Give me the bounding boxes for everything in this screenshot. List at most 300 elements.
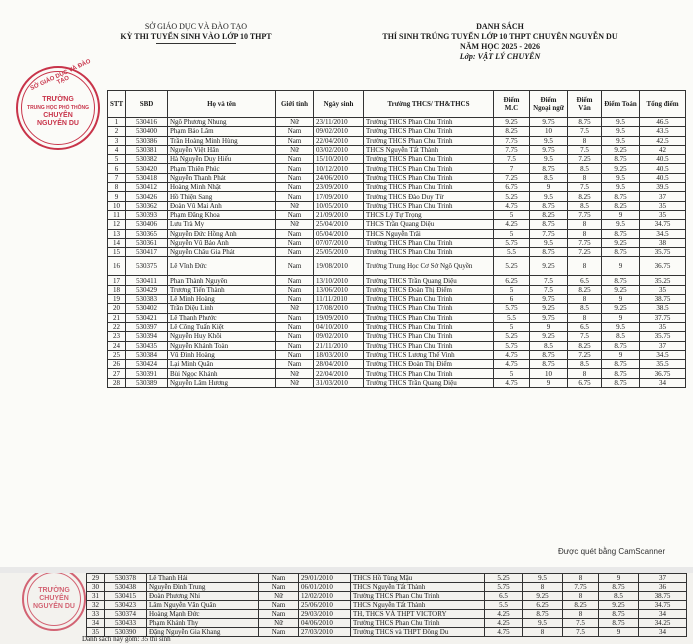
table-cell: 7.5	[568, 127, 602, 136]
column-header: Ngày sinh	[314, 91, 364, 118]
table-cell: 530393	[126, 210, 168, 219]
table-cell: 15	[108, 248, 126, 257]
table-cell: Nam	[276, 155, 314, 164]
table-cell: 5.5	[485, 601, 523, 610]
table-row	[108, 155, 686, 164]
table-cell: 7.75	[494, 145, 530, 154]
table-cell: 07/07/2010	[314, 238, 364, 247]
table-row	[108, 341, 686, 350]
table-cell: Trường THCS Phan Chu Trinh	[364, 248, 494, 257]
table-cell: 9.5	[523, 619, 563, 628]
table-cell: 15/10/2010	[314, 155, 364, 164]
table-cell: 23	[108, 332, 126, 341]
table-cell: 7.25	[568, 155, 602, 164]
table-cell: 29	[87, 574, 105, 583]
table-row	[108, 257, 686, 276]
table-cell: Lê Minh Hoàng	[168, 295, 276, 304]
table-cell: Vũ Đình Hoàng	[168, 350, 276, 359]
table-cell: Trường THCS Trần Quang Diệu	[364, 276, 494, 285]
table-cell: 9	[599, 574, 639, 583]
table-cell: Phạm Đăng Khoa	[168, 210, 276, 219]
table-cell: Nữ	[276, 118, 314, 127]
table-cell: 31	[87, 592, 105, 601]
table-cell: 8.75	[602, 248, 640, 257]
table-cell: 4.75	[494, 360, 530, 369]
table-cell: Trường THCS Đoàn Thị Điểm	[364, 360, 494, 369]
table-cell: 8.75	[530, 164, 568, 173]
table-cell: 22	[108, 322, 126, 331]
table-cell: 27	[108, 369, 126, 378]
table-cell: Nguyễn Đình Trung	[147, 583, 259, 592]
table-cell: 530417	[126, 248, 168, 257]
table-cell: Trường THCS Trần Quang Diệu	[364, 378, 494, 387]
table-cell: 19	[108, 295, 126, 304]
table-cell: 8.5	[599, 592, 639, 601]
table-cell: 9.25	[494, 118, 530, 127]
table-cell: 5	[494, 210, 530, 219]
table-cell: 530361	[126, 238, 168, 247]
table-cell: 4.25	[485, 610, 523, 619]
table-cell: 1	[108, 118, 126, 127]
table-cell: THCS Nguyễn Tất Thành	[351, 583, 485, 592]
table-cell: Nam	[276, 210, 314, 219]
table-cell: 530381	[126, 145, 168, 154]
scanner-note: Được quét bằng CamScanner	[558, 547, 666, 556]
table-cell: 8	[568, 257, 602, 276]
table-cell: THCS Trần Quang Diệu	[364, 220, 494, 229]
table-cell: 5	[494, 285, 530, 294]
table-cell: 40.5	[640, 155, 686, 164]
table-cell: 530386	[126, 136, 168, 145]
table-cell: 8.75	[602, 155, 640, 164]
table-cell: 4.75	[494, 350, 530, 359]
table-cell: 04/06/2010	[299, 619, 351, 628]
table-cell: Nam	[259, 583, 299, 592]
table-cell: 39.5	[640, 183, 686, 192]
table-cell: 9.25	[599, 601, 639, 610]
table-cell: 530394	[126, 332, 168, 341]
table-cell: 09/02/2010	[314, 332, 364, 341]
table-cell: 40.5	[640, 173, 686, 182]
table-cell: 35.75	[640, 248, 686, 257]
table-cell: 42.5	[640, 136, 686, 145]
table-cell: 530412	[126, 183, 168, 192]
table-cell: 8.75	[602, 360, 640, 369]
table-cell: 8.5	[568, 304, 602, 313]
table-cell: 530418	[126, 173, 168, 182]
table-cell: Nam	[276, 360, 314, 369]
table-cell: 5.25	[494, 192, 530, 201]
table-cell: Nam	[276, 341, 314, 350]
table-cell: 530384	[126, 350, 168, 359]
table-cell: 13/06/2010	[314, 285, 364, 294]
table-cell: 7.5	[563, 619, 599, 628]
table-cell: 530424	[126, 360, 168, 369]
table-cell: 37.75	[640, 313, 686, 322]
column-header: Tổng điểm	[640, 91, 686, 118]
table-cell: Trường THCS Đoàn Thị Điểm	[364, 285, 494, 294]
table-cell: Trường THCS và THPT Đông Du	[351, 628, 485, 637]
table-cell: 530383	[126, 295, 168, 304]
table-cell: Trường THCS Phan Chu Trinh	[364, 322, 494, 331]
table-cell: 9.5	[530, 192, 568, 201]
table-cell: Trường THCS Đào Duy Từ	[364, 192, 494, 201]
school-stamp: TRƯỜNG CHUYÊN NGUYỄN DU	[22, 573, 86, 631]
table-cell: 9	[602, 295, 640, 304]
column-header: Điểm M.C	[494, 91, 530, 118]
table-cell: 21	[108, 313, 126, 322]
table-cell: Trần Diệu Linh	[168, 304, 276, 313]
table-row	[108, 378, 686, 387]
table-cell: 34	[87, 619, 105, 628]
table-cell: 8.75	[523, 610, 563, 619]
table-cell: 28	[108, 378, 126, 387]
table-cell: Lê Thanh Phước	[168, 313, 276, 322]
table-cell: 8	[523, 628, 563, 637]
table-cell: 9.5	[530, 155, 568, 164]
table-cell: Phạm Khánh Thy	[147, 619, 259, 628]
table-row	[108, 210, 686, 219]
table-cell: 29/03/2010	[299, 610, 351, 619]
table-cell: 11/11/2010	[314, 295, 364, 304]
doc-title: DANH SÁCH	[476, 22, 524, 31]
school-stamp: SỞ GIÁO DỤC VÀ ĐÀO TẠO TRƯỜNG TRUNG HỌC PHỔ THÔNG CHUYÊN NGUYỄN DU	[16, 66, 100, 150]
table-cell: 530397	[126, 322, 168, 331]
table-cell: Nữ	[259, 592, 299, 601]
table-cell: 12/02/2010	[299, 592, 351, 601]
table-row	[87, 601, 687, 610]
table-cell: Lưu Trà My	[168, 220, 276, 229]
table-cell: 34.5	[640, 229, 686, 238]
table-cell: 8.25	[494, 127, 530, 136]
table-cell: 8	[563, 592, 599, 601]
table-row	[108, 145, 686, 154]
table-cell: 10/05/2010	[314, 201, 364, 210]
table-cell: 8.75	[599, 583, 639, 592]
table-cell: 8.25	[530, 210, 568, 219]
table-cell: Trường THCS Phan Chu Trinh	[364, 313, 494, 322]
footer-count: Danh sách này gồm: 35 thí sinh	[82, 635, 171, 643]
column-header: SBD	[126, 91, 168, 118]
table-cell: 8	[568, 295, 602, 304]
table-row	[108, 322, 686, 331]
table-cell: 9.25	[602, 145, 640, 154]
table-cell: Nam	[276, 229, 314, 238]
table-cell: 31/03/2010	[314, 378, 364, 387]
table-cell: THCS Lý Tự Trọng	[364, 210, 494, 219]
table-cell: Nam	[259, 628, 299, 637]
table-cell: 34.5	[640, 350, 686, 359]
table-cell: Nguyễn Lâm Hương	[168, 378, 276, 387]
table-cell: Nam	[276, 173, 314, 182]
table-cell: Trường THCS Lương Thế Vinh	[364, 350, 494, 359]
table-cell: 7.25	[568, 248, 602, 257]
table-cell: 8.75	[599, 610, 639, 619]
table-cell: Nguyễn Huy Khôi	[168, 332, 276, 341]
table-cell: 7	[108, 173, 126, 182]
header-left	[96, 22, 296, 45]
table-cell: 530390	[105, 628, 147, 637]
table-cell: 20	[108, 304, 126, 313]
table-cell: 28/04/2010	[314, 360, 364, 369]
table-cell: 8	[523, 583, 563, 592]
table-cell: THCS Nguyễn Trãi	[364, 229, 494, 238]
table-cell: 7.5	[568, 332, 602, 341]
table-cell: Trường THCS Phan Chu Trinh	[351, 619, 485, 628]
table-cell: 6.5	[485, 592, 523, 601]
table-cell: Trường THCS Phan Chu Trinh	[364, 136, 494, 145]
table-row	[87, 610, 687, 619]
table-row	[108, 360, 686, 369]
table-cell: 26	[108, 360, 126, 369]
table-cell: 4.75	[485, 628, 523, 637]
table-cell: 46.5	[640, 118, 686, 127]
table-cell: 8	[568, 229, 602, 238]
table-row	[108, 332, 686, 341]
table-cell: 6.5	[568, 322, 602, 331]
table-cell: 34	[639, 628, 687, 637]
table-cell: 8.5	[568, 360, 602, 369]
table-cell: 03/02/2010	[314, 145, 364, 154]
table-cell: 7.5	[568, 145, 602, 154]
table-cell: THCS Hồ Tùng Mậu	[351, 574, 485, 583]
table-cell: 8.75	[602, 192, 640, 201]
column-header: Điểm Ngoại ngữ	[530, 91, 568, 118]
table-cell: 36	[639, 583, 687, 592]
table-cell: 9	[602, 257, 640, 276]
table-cell: 06/01/2010	[299, 583, 351, 592]
table-cell: Trường THCS Phan Chu Trinh	[364, 155, 494, 164]
table-cell: 35	[640, 285, 686, 294]
column-header: Giới tính	[276, 91, 314, 118]
table-cell: 34	[639, 610, 687, 619]
document-page-2	[0, 573, 693, 644]
table-cell: 530423	[105, 601, 147, 610]
table-cell: Trường THCS Phan Chu Trinh	[364, 118, 494, 127]
table-cell: 6.5	[568, 276, 602, 285]
table-cell: 5.5	[494, 248, 530, 257]
table-cell: 35	[640, 322, 686, 331]
table-cell: Lâm Nguyễn Văn Quân	[147, 601, 259, 610]
table-cell: Phạm Bảo Lâm	[168, 127, 276, 136]
table-cell: Lê Thanh Hải	[147, 574, 259, 583]
table-cell: 23/11/2010	[314, 118, 364, 127]
table-row	[108, 220, 686, 229]
column-header: Họ và tên	[168, 91, 276, 118]
table-cell: 33	[87, 610, 105, 619]
table-cell: 25/05/2010	[314, 248, 364, 257]
table-cell: 4.25	[485, 619, 523, 628]
department-name: SỞ GIÁO DỤC VÀ ĐÀO TẠO	[144, 22, 248, 31]
table-cell: 5	[494, 322, 530, 331]
table-cell: 34.75	[639, 601, 687, 610]
table-cell: Nam	[276, 332, 314, 341]
table-cell: Nam	[276, 295, 314, 304]
table-cell: 5	[108, 155, 126, 164]
table-cell: THCS Nguyễn Tất Thành	[364, 145, 494, 154]
table-cell: Nam	[276, 192, 314, 201]
table-cell: 38.5	[640, 304, 686, 313]
table-cell: 530426	[126, 192, 168, 201]
table-row	[87, 619, 687, 628]
table-row	[87, 592, 687, 601]
table-cell: 530420	[126, 164, 168, 173]
table-row	[87, 574, 687, 583]
table-cell: 38.75	[640, 295, 686, 304]
table-cell: 9	[530, 183, 568, 192]
table-cell: 24	[108, 341, 126, 350]
table-cell: 9.5	[602, 127, 640, 136]
doc-subtitle: THÍ SINH TRÚNG TUYỂN LỚP 10 THPT CHUYÊN NGUYỄN DU	[382, 32, 618, 41]
table-cell: 8	[568, 220, 602, 229]
table-cell: 4	[108, 145, 126, 154]
table-cell: Nữ	[276, 369, 314, 378]
table-cell: 34.25	[639, 619, 687, 628]
table-cell: 19/08/2010	[314, 257, 364, 276]
table-cell: Trường THCS Phan Chu Trinh	[364, 201, 494, 210]
table-cell: 8.75	[602, 276, 640, 285]
table-cell: 38.75	[639, 592, 687, 601]
table-cell: 8.5	[568, 164, 602, 173]
table-cell: 9	[530, 378, 568, 387]
table-cell: THCS Nguyễn Tất Thành	[351, 601, 485, 610]
table-cell: 37	[640, 192, 686, 201]
table-cell: 34	[640, 378, 686, 387]
table-cell: Nữ	[276, 201, 314, 210]
table-cell: Nguyễn Việt Hân	[168, 145, 276, 154]
table-cell: 21/11/2010	[314, 341, 364, 350]
table-cell: 530400	[126, 127, 168, 136]
table-cell: 530402	[126, 304, 168, 313]
table-cell: 530416	[126, 118, 168, 127]
table-cell: Nữ	[259, 619, 299, 628]
table-cell: 4.25	[494, 220, 530, 229]
table-cell: 8.25	[602, 201, 640, 210]
table-cell: Nguyễn Thanh Phát	[168, 173, 276, 182]
table-cell: 8.75	[530, 248, 568, 257]
table-cell: Trường THCS Phan Chu Trinh	[364, 332, 494, 341]
table-cell: 22/04/2010	[314, 369, 364, 378]
table-cell: 9	[602, 210, 640, 219]
table-cell: Nữ	[276, 145, 314, 154]
table-cell: 42	[640, 145, 686, 154]
table-cell: 9.25	[523, 592, 563, 601]
table-cell: Trương Tiến Thành	[168, 285, 276, 294]
table-cell: Nguyễn Châu Gia Phát	[168, 248, 276, 257]
table-cell: 4.75	[494, 201, 530, 210]
table-cell: Lê Công Tuấn Kiệt	[168, 322, 276, 331]
table-cell: 9.25	[602, 164, 640, 173]
table-cell: 8	[563, 610, 599, 619]
table-cell: 8.75	[602, 341, 640, 350]
column-header: Điểm Văn	[568, 91, 602, 118]
table-cell: 530429	[126, 285, 168, 294]
table-cell: 5.25	[494, 257, 530, 276]
table-cell: 38	[640, 238, 686, 247]
table-row	[108, 350, 686, 359]
table-cell: Trường THCS Phan Chu Trinh	[364, 173, 494, 182]
table-row	[108, 164, 686, 173]
table-row	[108, 201, 686, 210]
table-cell: Đoàn Vũ Mai Anh	[168, 201, 276, 210]
table-cell: 8.75	[568, 118, 602, 127]
table-cell: 7.5	[563, 628, 599, 637]
table-row	[108, 229, 686, 238]
table-cell: Đoàn Phương Nhi	[147, 592, 259, 601]
table-cell: 5	[494, 369, 530, 378]
table-row	[108, 248, 686, 257]
table-cell: 10/12/2010	[314, 164, 364, 173]
table-cell: Lại Minh Quân	[168, 360, 276, 369]
table-cell: Trường THCS Phan Chu Trinh	[364, 341, 494, 350]
table-cell: 35.5	[640, 360, 686, 369]
table-cell: 530421	[126, 313, 168, 322]
table-cell: 9.75	[530, 313, 568, 322]
table-cell: 8	[568, 173, 602, 182]
table-cell: Nam	[276, 164, 314, 173]
table-cell: 530438	[105, 583, 147, 592]
table-row	[108, 118, 686, 127]
column-header: Trường THCS/ TH&THCS	[364, 91, 494, 118]
table-cell: 530389	[126, 378, 168, 387]
table-cell: 9.5	[602, 173, 640, 182]
table-cell: 8.75	[530, 220, 568, 229]
table-cell: 30	[87, 583, 105, 592]
table-cell: 34.75	[640, 220, 686, 229]
table-cell: 3	[108, 136, 126, 145]
table-cell: Nguyễn Khánh Toàn	[168, 341, 276, 350]
table-cell: Nam	[259, 601, 299, 610]
table-row	[108, 238, 686, 247]
table-cell: 13	[108, 229, 126, 238]
table-cell: 19/09/2010	[314, 313, 364, 322]
table-cell: Lê Vĩnh Đức	[168, 257, 276, 276]
table-cell: 5.25	[485, 574, 523, 583]
table-cell: 530362	[126, 201, 168, 210]
table-cell: 35.75	[640, 332, 686, 341]
table-cell: 7.75	[530, 229, 568, 238]
table-cell: Nam	[276, 285, 314, 294]
table-cell: 530374	[105, 610, 147, 619]
exam-name: KỲ THI TUYỂN SINH VÀO LỚP 10 THPT	[120, 32, 272, 41]
table-cell: Nữ	[276, 378, 314, 387]
column-header: Điểm Toán	[602, 91, 640, 118]
table-cell: 8.75	[602, 229, 640, 238]
table-cell: Nam	[276, 238, 314, 247]
table-cell: 7.5	[530, 285, 568, 294]
table-cell: 530406	[126, 220, 168, 229]
table-cell: 25/06/2010	[299, 601, 351, 610]
table-cell: 9	[602, 313, 640, 322]
table-cell: Trường Trung Học Cơ Sở Ngô Quyền	[364, 257, 494, 276]
table-cell: Nữ	[276, 220, 314, 229]
table-cell: 36.75	[640, 369, 686, 378]
table-cell: 7.75	[568, 210, 602, 219]
table-cell: TH, THCS VÀ THPT VICTORY	[351, 610, 485, 619]
table-cell: Nam	[276, 248, 314, 257]
table-cell: Nam	[276, 276, 314, 285]
table-cell: 8.75	[602, 378, 640, 387]
table-cell: Nam	[276, 136, 314, 145]
table-cell: 6.75	[494, 183, 530, 192]
class-label: Lớp: VẬT LÝ CHUYÊN	[459, 52, 541, 61]
table-row	[108, 183, 686, 192]
table-cell: 7.5	[530, 276, 568, 285]
table-cell: 530433	[105, 619, 147, 628]
table-cell: 7.75	[563, 583, 599, 592]
table-cell: 14	[108, 238, 126, 247]
table-cell: 13/10/2010	[314, 276, 364, 285]
